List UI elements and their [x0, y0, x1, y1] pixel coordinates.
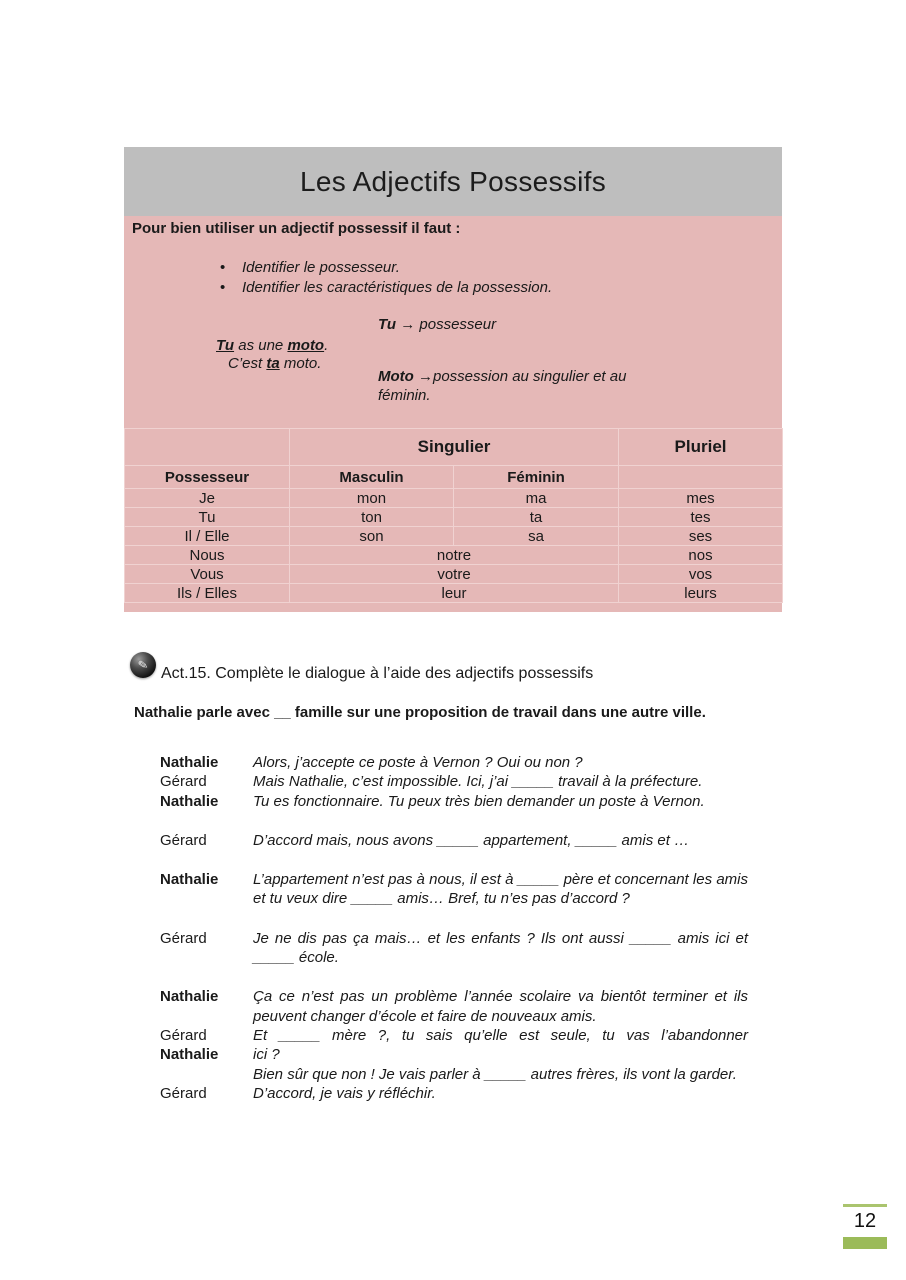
dialogue-row	[160, 987, 748, 1026]
lesson-heading: Pour bien utiliser un adjectif possessif il faut :	[132, 220, 461, 237]
dialogue-row	[160, 792, 748, 811]
table-cell: Nous	[125, 546, 290, 565]
possessor-note: Tu → possesseur	[378, 316, 497, 333]
dialogue-row	[160, 772, 748, 791]
empty-header-cell	[619, 466, 783, 489]
example-sentence-1: Tu as une moto.	[216, 337, 329, 354]
table-cell: nos	[619, 546, 783, 565]
lesson-box	[124, 216, 782, 612]
table-cell: ses	[619, 527, 783, 546]
possession-note: Moto →possession au singulier et au féminin.	[378, 368, 627, 404]
table-cell: ma	[454, 489, 619, 508]
table-cell: notre	[290, 546, 619, 565]
dialogue-text: D’accord mais, nous avons _____ appartement, _____ amis et …	[253, 831, 690, 849]
dialogue-row	[160, 1065, 748, 1084]
page-title: Les Adjectifs Possessifs	[300, 165, 606, 197]
speaker-label: Nathalie	[160, 754, 219, 771]
dialogue-text: Je ne dis pas ça mais… et les enfants ? Ils ont aussi _____ amis ici et _____ école.	[253, 929, 748, 967]
activity-pencil-icon: ✎	[130, 652, 156, 678]
table-cell: vos	[619, 565, 783, 584]
table-header-top	[125, 429, 783, 466]
dialogue-row	[160, 753, 748, 772]
dialogue-text: Et _____ mère ?, tu sais qu’elle est seule, tu vas l’abandonner	[253, 1026, 748, 1044]
activity-title: Act.15. Complète le dialogue à l’aide des adjectifs possessifs	[161, 665, 594, 682]
bullet-item: • Identifier le possesseur.	[218, 258, 552, 278]
table-cell: Ils / Elles	[125, 584, 290, 603]
dialogue-row	[160, 929, 748, 968]
table-cell: mon	[290, 489, 454, 508]
page-number-block	[843, 1204, 887, 1249]
possessives-table	[124, 428, 783, 603]
title-band	[124, 147, 782, 216]
table-row	[125, 508, 783, 527]
pluriel-header: Pluriel	[619, 429, 783, 466]
table-cell: votre	[290, 565, 619, 584]
dialogue-text: Alors, j’accepte ce poste à Vernon ? Oui ou non ?	[253, 754, 583, 771]
dialogue-row	[160, 870, 748, 909]
page-number-bottom-bar	[843, 1237, 887, 1249]
table-cell: Je	[125, 489, 290, 508]
speaker-label: Gérard	[160, 1026, 207, 1044]
page-number: 12	[853, 1210, 877, 1232]
table-cell: tes	[619, 508, 783, 527]
dialogue	[160, 753, 748, 1103]
example-sentence-2: C’est ta moto.	[228, 355, 322, 372]
table-row	[125, 546, 783, 565]
dialogue-row	[160, 831, 748, 850]
table-cell: sa	[454, 527, 619, 546]
dialogue-instruction: Nathalie parle avec __ famille sur une proposition de travail dans une autre ville.	[134, 704, 706, 721]
table-row	[125, 527, 783, 546]
table-row	[125, 565, 783, 584]
speaker-label: Nathalie	[160, 792, 219, 810]
speaker-label: Gérard	[160, 929, 207, 947]
dialogue-text: Ça ce n’est pas un problème l’année scolaire va bientôt terminer et ils peuvent changer d’école et faire de nouveaux amis.	[253, 988, 748, 1025]
dialogue-text: Tu es fonctionnaire. Tu peux très bien demander un poste à Vernon.	[253, 792, 705, 810]
table-header-sub	[125, 466, 783, 489]
dialogue-text: Mais Nathalie, c’est impossible. Ici, j’ai _____ travail à la préfecture.	[253, 773, 703, 791]
dialogue-row	[160, 1084, 748, 1103]
table-cell: son	[290, 527, 454, 546]
table-row	[125, 489, 783, 508]
table-cell: leur	[290, 584, 619, 603]
dialogue-text: D’accord, je vais y réfléchir.	[253, 1084, 436, 1102]
dialogue-row	[160, 1026, 748, 1045]
speaker-label: Nathalie	[160, 871, 219, 889]
possessives-table-body	[125, 489, 783, 603]
masculin-header: Masculin	[290, 466, 454, 489]
dialogue-text: Bien sûr que non ! Je vais parler à _____ autres frères, ils vont la garder.	[253, 1065, 737, 1083]
table-cell: Il / Elle	[125, 527, 290, 546]
speaker-label: Gérard	[160, 831, 207, 849]
empty-header-cell	[125, 429, 290, 466]
table-cell: Tu	[125, 508, 290, 527]
speaker-label: Gérard	[160, 773, 207, 791]
possesseur-header: Possesseur	[125, 466, 290, 489]
speaker-label: Nathalie	[160, 988, 219, 1006]
table-cell: mes	[619, 489, 783, 508]
dialogue-text: ici ?	[253, 1046, 280, 1064]
table-cell: ton	[290, 508, 454, 527]
example-block	[124, 216, 782, 428]
table-cell: leurs	[619, 584, 783, 603]
feminin-header: Féminin	[454, 466, 619, 489]
table-cell: Vous	[125, 565, 290, 584]
singulier-header: Singulier	[290, 429, 619, 466]
bullet-item: • Identifier les caractéristiques de la possession.	[218, 278, 552, 298]
dialogue-text: L’appartement n’est pas à nous, il est à _____ père et concernant les amis et tu veux dire _____ amis… Bref, tu n’es pas d’accord ?	[253, 871, 748, 908]
speaker-label: Gérard	[160, 1084, 207, 1102]
table-cell: ta	[454, 508, 619, 527]
dialogue-row	[160, 1045, 748, 1064]
table-row	[125, 584, 783, 603]
speaker-label: Nathalie	[160, 1046, 219, 1064]
